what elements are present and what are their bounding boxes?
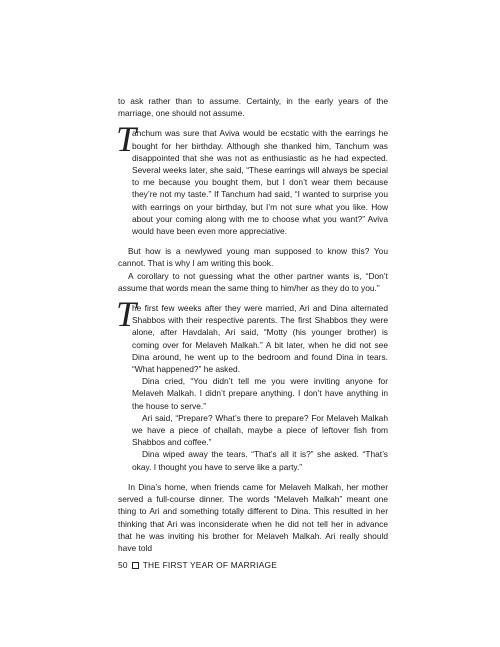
paragraph-how: But how is a newlywed young man supposed to know this? You cannot. That is why I am writing this book.: [118, 246, 388, 269]
running-title: THE FIRST YEAR OF MARRIAGE: [142, 560, 277, 570]
page-footer: [118, 560, 277, 570]
story-ari-dina-p2: Dina cried, “You didn’t tell me you were inviting anyone for Melaveh Malkah. I didn’t prepare anything. I don’t have anything in the house to serve.”: [132, 376, 388, 411]
paragraph-intro: to ask rather than to assume. Certainly, in the early years of the marriage, one should not assume.: [118, 96, 388, 119]
page-body: [118, 95, 388, 554]
story-ari-dina-p4: Dina wiped away the tears. “That’s all it is?” she asked. “That’s okay. I thought you have to serve like a party.”: [132, 449, 388, 472]
story-ari-dina: [116, 294, 388, 473]
story-ari-dina-p1: he first few weeks after they were married, Ari and Dina alternated Shabbos with their respective parents. The first Shabbos they were alone, after Havdalah, Ari said, “Motty (his younger brother) is coming over for Melaveh Malkah.” A bit later, when he did not see Dina around, he went up to the bedroom and found Dina in tears. “What happened?” he asked.: [132, 303, 388, 375]
story-tanchum: [116, 119, 388, 237]
square-ornament-icon: [132, 562, 139, 569]
story-tanchum-text: anchum was sure that Aviva would be ecstatic with the earrings he bought for her birthday. Although she thanked him, Tanchum was disappointed that she was not as enthusiastic as he had expected. Several weeks later, she said, “These earrings will always be special to me because you bought them, but I don’t wear them because they’re not my taste.” If Tanchum had said, “I wanted to surprise you with earrings on your birthday, but I’m not sure what you like. How about your coming along with me to choose what you want?” Aviva would have been even more appreciative.: [132, 128, 388, 237]
story-ari-dina-p3: Ari said, “Prepare? What’s there to prepare? For Melaveh Malkah we have a piece of challah, maybe a piece of leftover fish from Shabbos and coffee.”: [132, 412, 388, 448]
drop-cap: T: [116, 294, 137, 335]
paragraph-corollary: A corollary to not guessing what the other partner wants is, “Don’t assume that words mean the same thing to him/her as they do to you.”: [118, 270, 388, 293]
page-number: 50: [118, 560, 128, 570]
paragraph-final: In Dina’s home, when friends came for Melaveh Malkah, her mother served a full-course dinner. The words “Melaveh Malkah” meant one thing to Ari and something totally different to Dina. This resulted in her thinking that Ari was inconsiderate when he did not tell her in advance that he was inviting his brother for Melaveh Malkah. Ari really should have told: [118, 481, 388, 553]
drop-cap: T: [116, 119, 137, 160]
